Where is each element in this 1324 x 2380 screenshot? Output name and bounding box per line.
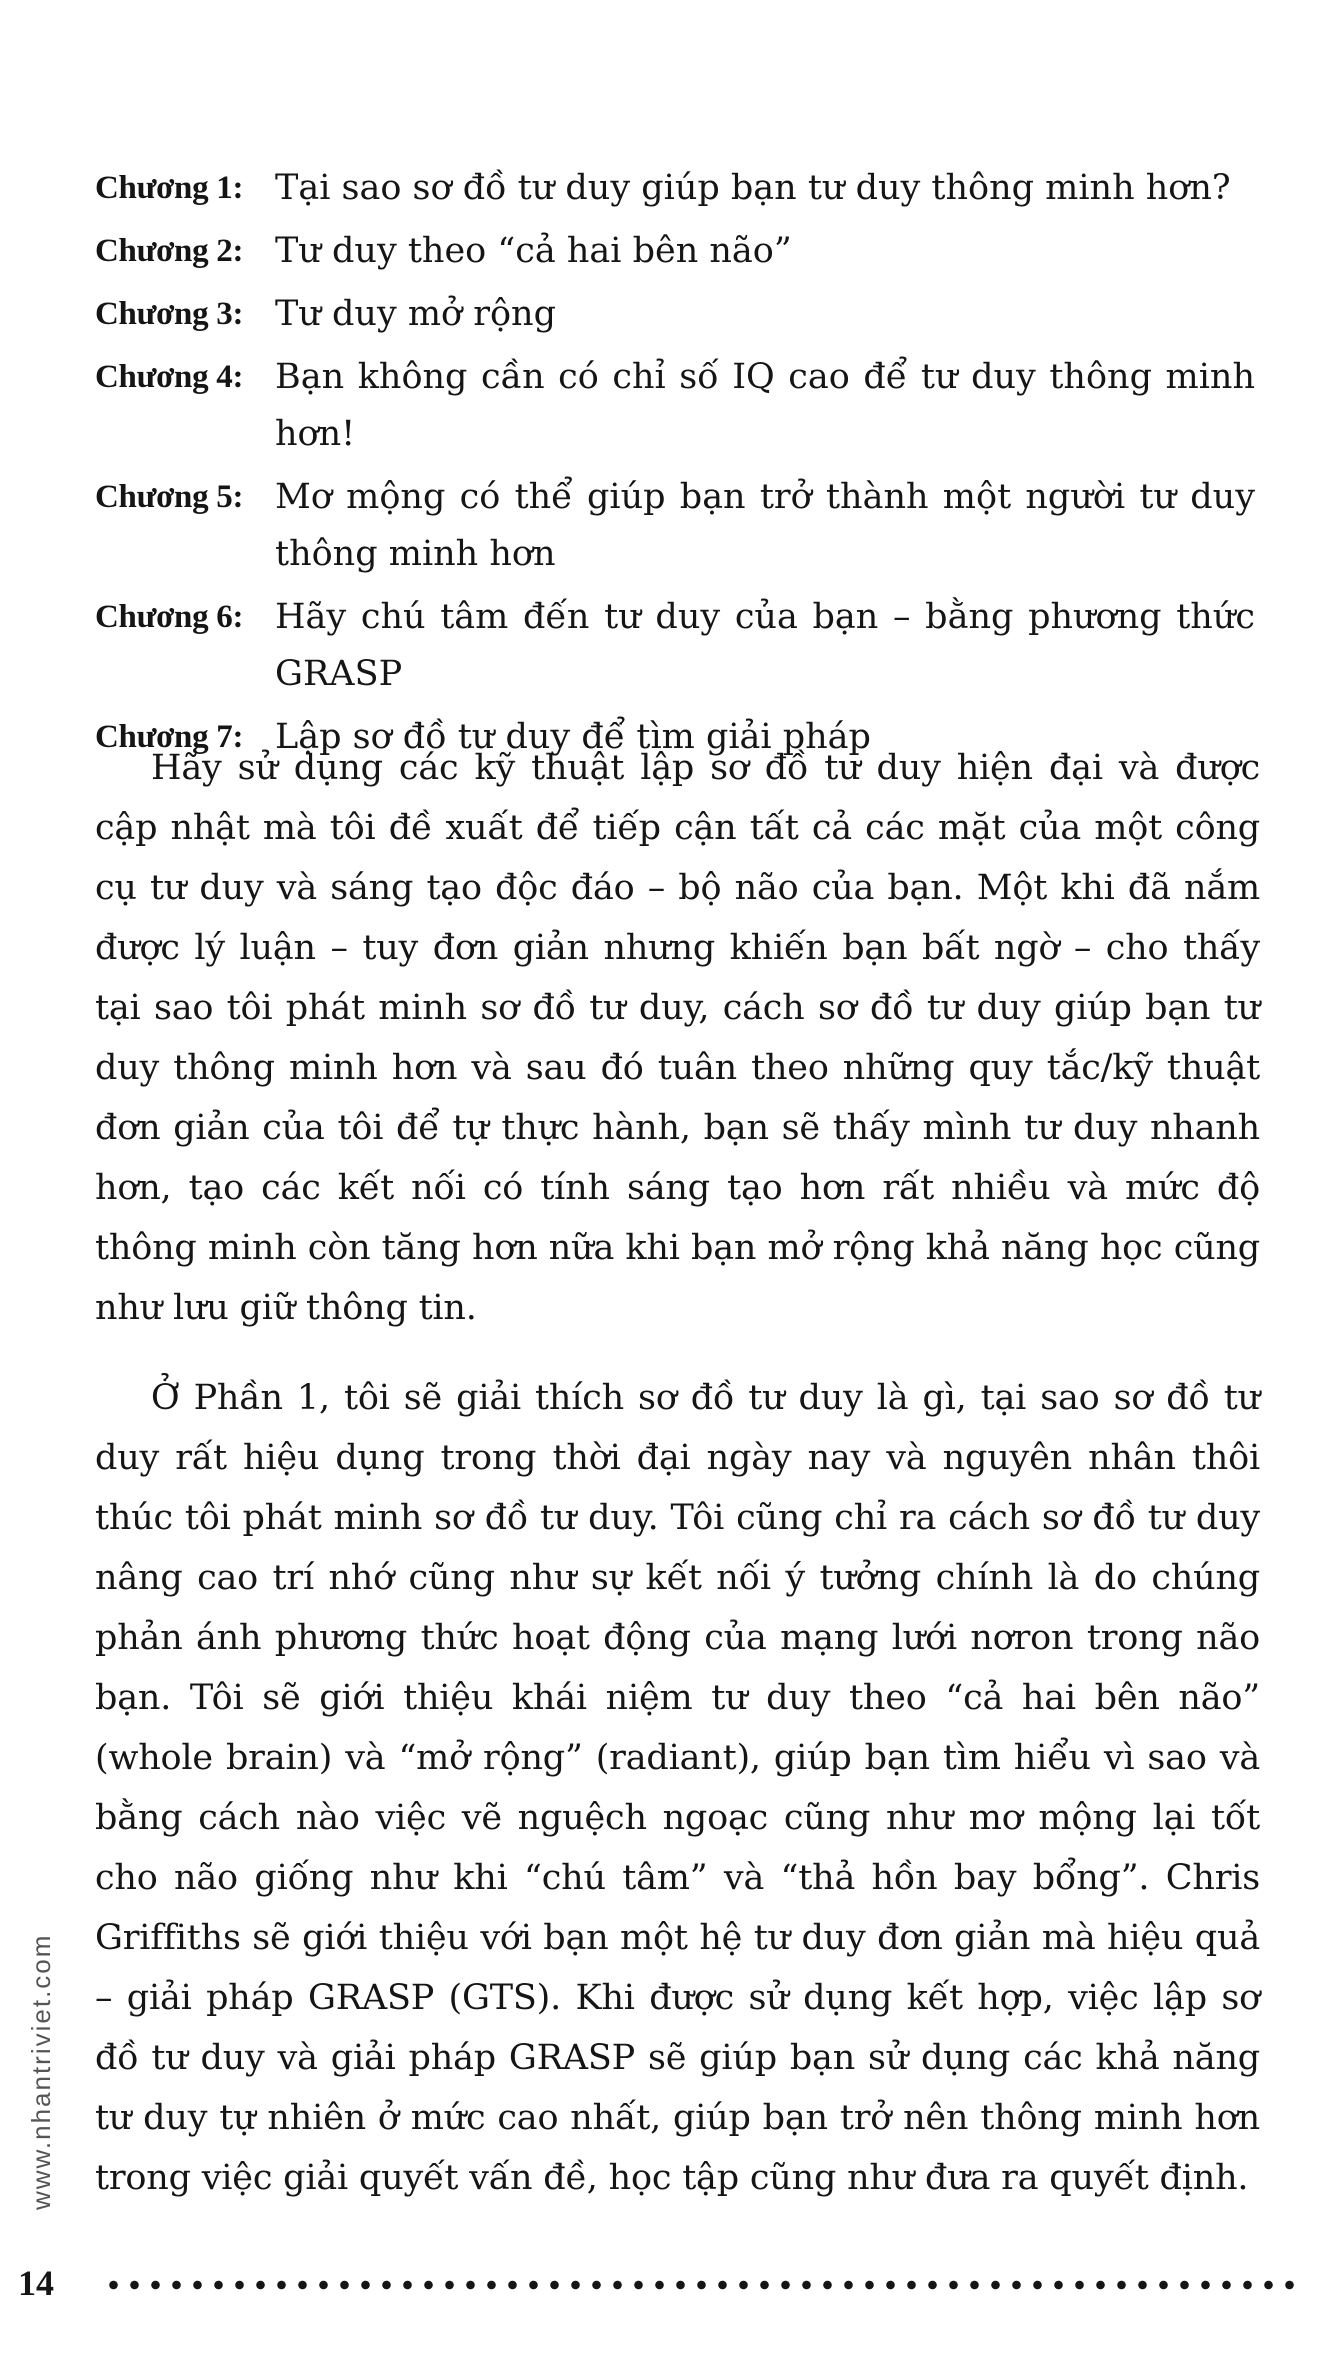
chapter-title: Hãy chú tâm đến tư duy của bạn – bằng phương thức GRASP <box>275 597 1255 694</box>
chapter-item <box>95 349 1255 463</box>
paragraph: Ở Phần 1, tôi sẽ giải thích sơ đồ tư duy là gì, tại sao sơ đồ tư duy rất hiệu dụng trong thời đại ngày nay và nguyên nhân thôi thúc tôi phát minh sơ đồ tư duy. Tôi cũng chỉ ra cách sơ đồ tư duy nâng cao trí nhớ cũng như sự kết nối ý tưởng chính là do chúng phản ánh phương thức hoạt động của mạng lưới nơron trong não bạn. Tôi sẽ giới thiệu khái niệm tư duy theo “cả hai bên não” (whole brain) và “mở rộng” (radiant), giúp bạn tìm hiểu vì sao và bằng cách nào việc vẽ nguệch ngoạc cũng như mơ mộng lại tốt cho não giống như khi “chú tâm” và “thả hồn bay bổng”. Chris Griffiths sẽ giới thiệu với bạn một hệ tư duy đơn giản mà hiệu quả – giải pháp GRASP (GTS). Khi được sử dụng kết hợp, việc lập sơ đồ tư duy và giải pháp GRASP sẽ giúp bạn sử dụng các khả năng tư duy tự nhiên ở mức cao nhất, giúp bạn trở nên thông minh hơn trong việc giải quyết vấn đề, học tập cũng như đưa ra quyết định. <box>95 1378 1260 2198</box>
page-footer <box>18 2255 1308 2315</box>
chapter-item <box>95 223 1255 280</box>
chapter-item <box>95 286 1255 343</box>
dotted-rule <box>103 2280 1303 2290</box>
paragraph: Hãy sử dụng các kỹ thuật lập sơ đồ tư duy hiện đại và được cập nhật mà tôi đề xuất để tiếp cận tất cả các mặt của một công cụ tư duy và sáng tạo độc đáo – bộ não của bạn. Một khi đã nắm được lý luận – tuy đơn giản nhưng khiến bạn bất ngờ – cho thấy tại sao tôi phát minh sơ đồ tư duy, cách sơ đồ tư duy giúp bạn tư duy thông minh hơn và sau đó tuân theo những quy tắc/kỹ thuật đơn giản của tôi để tự thực hành, bạn sẽ thấy mình tư duy nhanh hơn, tạo các kết nối có tính sáng tạo hơn rất nhiều và mức độ thông minh còn tăng hơn nữa khi bạn mở rộng khả năng học cũng như lưu giữ thông tin. <box>95 748 1260 1328</box>
chapter-title: Bạn không cần có chỉ số IQ cao để tư duy thông minh hơn! <box>275 357 1255 454</box>
chapter-item <box>95 160 1255 217</box>
chapter-title: Mơ mộng có thể giúp bạn trở thành một người tư duy thông minh hơn <box>275 477 1255 574</box>
chapter-list <box>95 160 1255 772</box>
chapter-item <box>95 469 1255 583</box>
chapter-title: Tư duy mở rộng <box>275 294 556 334</box>
chapter-label: Chương 1: <box>95 170 244 206</box>
chapter-title: Lập sơ đồ tư duy để tìm giải pháp <box>275 717 871 757</box>
chapter-label: Chương 5: <box>95 479 244 515</box>
body-text <box>95 738 1260 2238</box>
chapter-item <box>95 589 1255 703</box>
chapter-label: Chương 3: <box>95 296 244 332</box>
page-number: 14 <box>18 2263 54 2303</box>
side-watermark: www.nhantriviet.com <box>26 1933 56 2210</box>
chapter-label: Chương 6: <box>95 599 244 635</box>
chapter-label: Chương 2: <box>95 233 244 269</box>
chapter-label: Chương 7: <box>95 719 244 755</box>
chapter-title: Tại sao sơ đồ tư duy giúp bạn tư duy thông minh hơn? <box>275 168 1231 208</box>
chapter-title: Tư duy theo “cả hai bên não” <box>275 231 792 271</box>
chapter-label: Chương 4: <box>95 359 244 395</box>
